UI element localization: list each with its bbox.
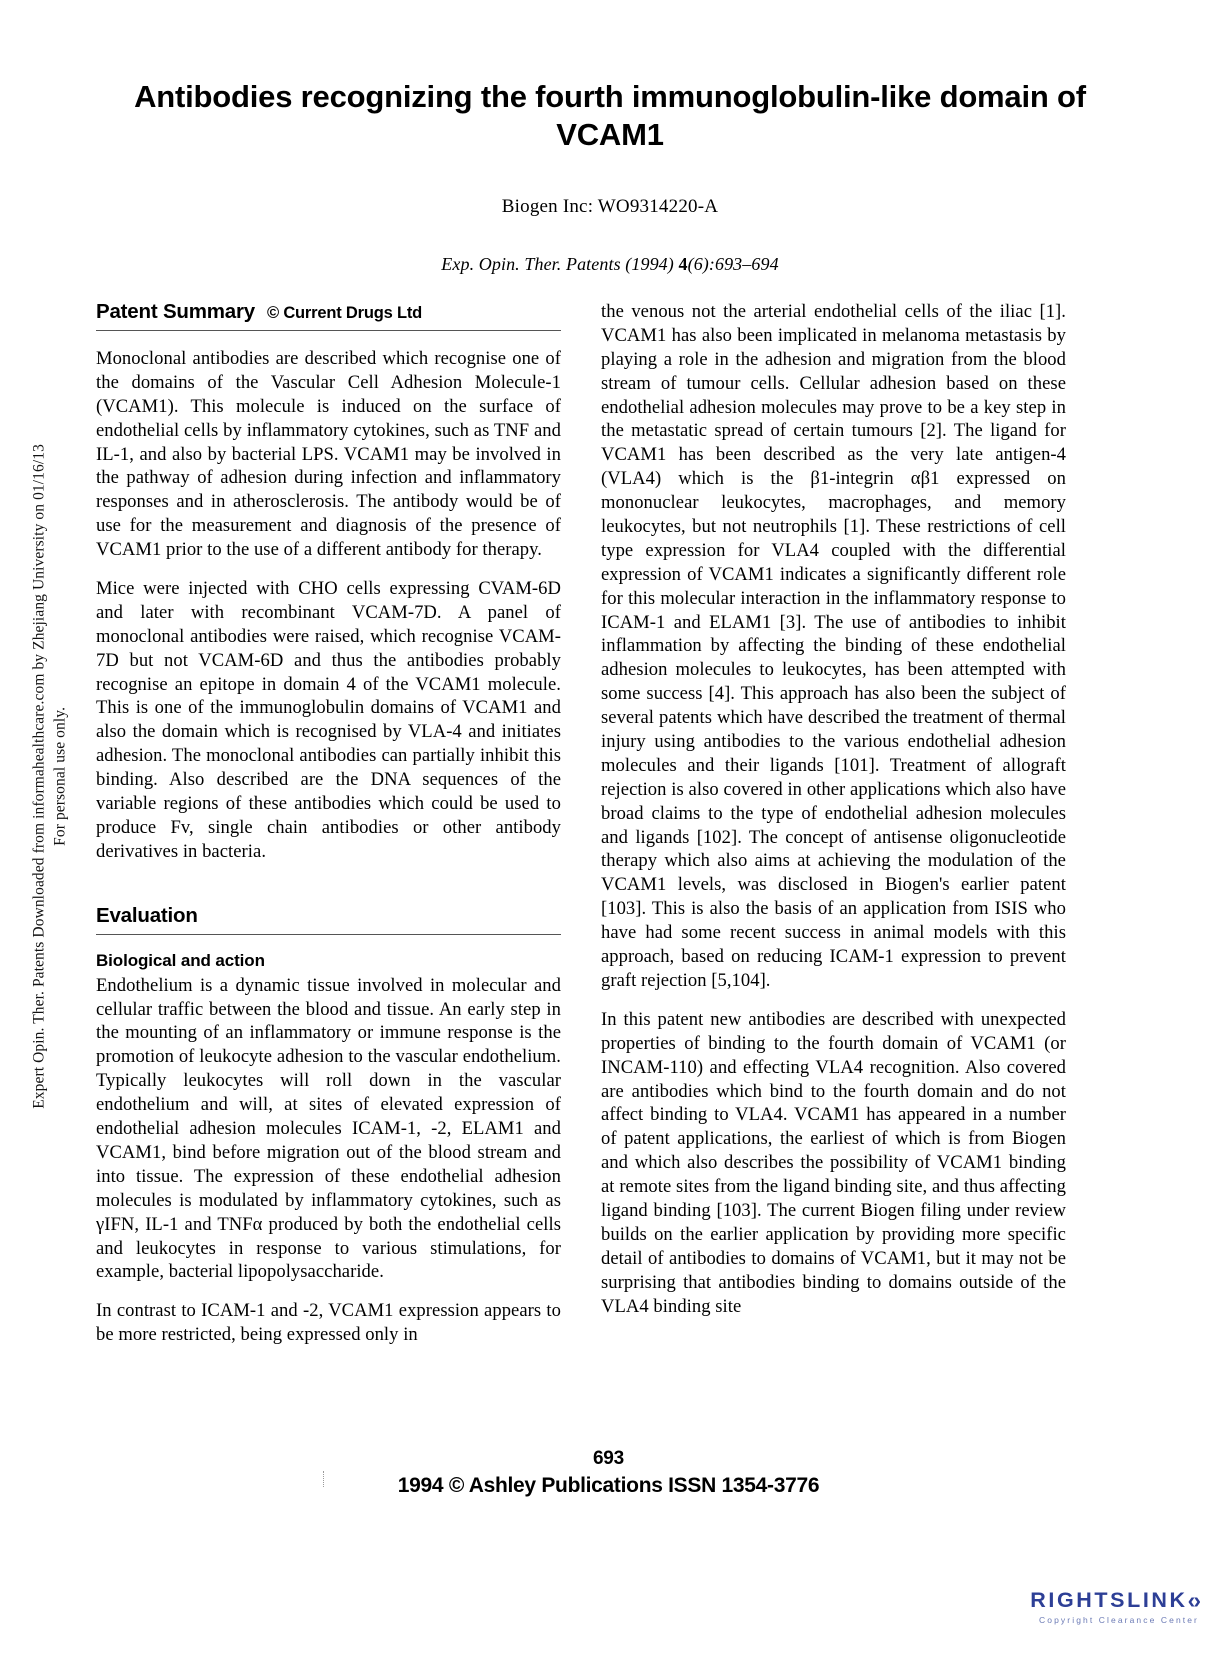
publisher-imprint: 1994 © Ashley Publications ISSN 1354-3776 [397,1474,820,1497]
download-stamp [29,296,72,1256]
citation-prefix: Exp. Opin. Ther. Patents (1994) [441,254,679,275]
right-paragraph-1: the venous not the arterial endothelial cells of the iliac [1]. VCAM1 has also been implicated in melanoma metastasis by playing a role in the adhesion and migration from the blood stream of tumour cells. Cellular adhesion based on these endothelial adhesion molecules may prove to be a key step in the metastatic spread of certain tumours [2]. The ligand for VCAM1 has been described as the very late antigen-4 (VLA4) which is the β1-integrin αβ1 expressed on mononuclear leukocytes, macrophages, and memory leukocytes, but not neutrophils [1]. These restrictions of cell type expression for VLA4 coupled with the differential expression of VCAM1 indicates a significantly different role for this molecular interaction in the inflammatory response to ICAM-1 and ELAM1 [3]. The use of antibodies to inhibit inflammation by affecting the binding of these endothelial adhesion molecules to leukocytes, has been attempted with some success [4]. This approach has also been the subject of several patents which have described the treatment of thermal injury using antibodies to the various endothelial adhesion molecules and their ligands [101]. Treatment of allograft rejection is also covered in other applications which also have broad claims to the type of endothelial adhesion molecules and ligands [102]. The concept of antisense oligonucleotide therapy which also aims at achieving the modulation of the VCAM1 levels, was disclosed in Biogen's earlier patent [103]. This is also the basis of an application from ISIS who have had some recent success in animal models with this approach, based on reducing ICAM-1 expression to prevent graft rejection [5,104]. [601,301,1066,991]
patent-summary-credit: © Current Drugs Ltd [266,304,423,322]
page-footer [0,1448,1217,1498]
rightslink-wordmark [959,1588,1199,1612]
rightslink-arrow-icon: ‹› [1187,1587,1199,1613]
patent-summary-heading-label: Patent Summary [96,300,255,323]
left-column [96,300,561,1435]
citation-suffix: (6):693–694 [687,254,779,275]
left-paragraph-4: In contrast to ICAM-1 and -2, VCAM1 expression appears to be more restricted, being expressed only in [96,1300,561,1346]
patent-summary-heading [96,300,561,331]
left-paragraph-2: Mice were injected with CHO cells expressing CVAM-6D and later with recombinant VCAM-7D. A panel of monoclonal antibodies were raised, which recognise VCAM-7D but not VCAM-6D and thus the antibodies probably recognise an epitope in domain 4 of the VCAM1 molecule. This is one of the immunoglobulin domains of VCAM1 and also the domain which is recognised by VLA-4 and initiates adhesion. The monoclonal antibodies can partially inhibit this binding. Also described are the DNA sequences of the variable regions of these antibodies which could be used to produce Fv, single chain antibodies or other antibody derivatives in bacteria. [96,578,561,862]
rightslink-logo[interactable] [959,1588,1199,1624]
page-title: Antibodies recognizing the fourth immunoglobulin-like domain of VCAM1 [134,79,1086,153]
left-paragraph-3: Endothelium is a dynamic tissue involved in molecular and cellular traffic between the blood and tissue. An early step in the mounting of an inflammatory or immune response is the promotion of leukocyte adhesion to the vascular endothelium. Typically leukocytes will roll down in the vascular endothelium and will, at sites of elevated expression of endothelial adhesion molecules ICAM-1, -2, ELAM1 and VCAM1, bind before migration out of the blood stream and into tissue. The expression of these endothelial adhesion molecules is modulated by inflammatory cytokines, such as γIFN, IL-1 and TNFα produced by both the endothelial cells and leukocytes in response to various stimulations, for example, bacterial lipopolysaccharide. [96,974,561,1283]
download-stamp-line-1: Expert Opin. Ther. Patents Downloaded from informahealthcare.com by Zhejiang University on 01/16/13 [30,444,48,1109]
rightslink-tagline: Copyright Clearance Center [1039,1614,1199,1625]
right-paragraph-2: In this patent new antibodies are described with unexpected properties of binding to the fourth domain of VCAM1 (or INCAM-110) and effecting VLA4 recognition. Also covered are antibodies which bind to the fourth domain and do not affect binding to VLA4. VCAM1 has appeared in a number of patent applications, the earliest of which is from Biogen and which also describes the possibility of VCAM1 binding at remote sites from the ligand binding site, and thus affecting ligand binding [103]. The current Biogen filing under review builds on the earlier application by providing more specific detail of antibodies to domains of VCAM1, but it may not be surprising that antibodies binding to domains outside of the VLA4 binding site [601,1008,1066,1317]
rightslink-wordmark-text: RIGHTSLINK [1030,1588,1188,1612]
left-paragraph-1: Monoclonal antibodies are described which recognise one of the domains of the Vascular Cell Adhesion Molecule-1 (VCAM1). This molecule is induced on the surface of endothelial cells by inflammatory cytokines, such as TNF and IL-1, and also by bacterial LPS. VCAM1 may be involved in the pathway of adhesion during infection and inflammatory responses and in atherosclerosis. The antibody would be of use for the measurement and diagnosis of the presence of VCAM1 prior to the use of a different antibody for therapy. [96,348,561,561]
right-column [601,300,1066,1435]
body-columns [96,300,1066,1435]
masthead [130,78,1090,275]
evaluation-heading: Evaluation [96,904,561,935]
citation-volume: 4 [678,254,688,275]
assignee-byline: Biogen Inc: WO9314220-A [501,196,719,218]
journal-citation [130,254,1090,275]
biological-and-action-heading: Biological and action [96,950,265,970]
download-stamp-line-2: For personal use only. [52,706,69,846]
page-number: 693 [592,1448,625,1469]
